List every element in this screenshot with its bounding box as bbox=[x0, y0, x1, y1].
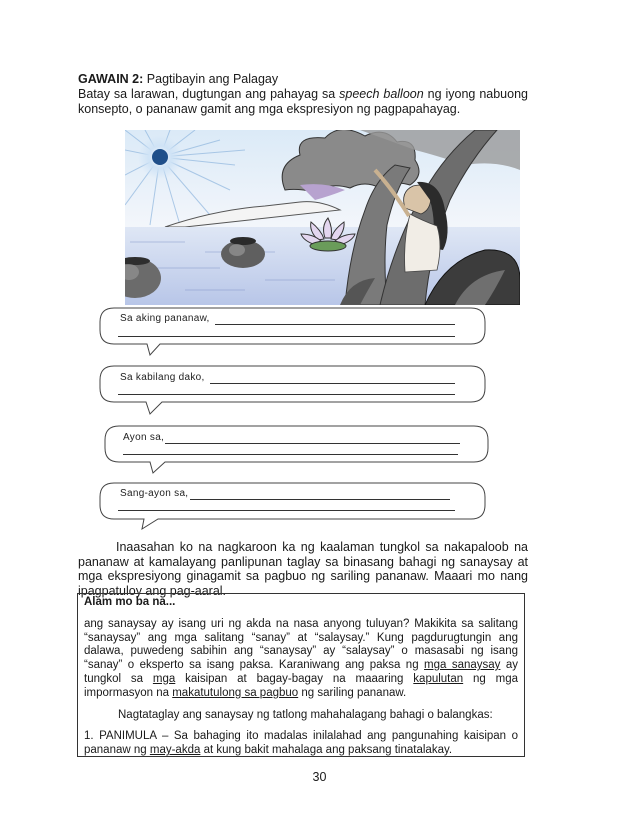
answer-line[interactable] bbox=[118, 336, 455, 337]
info-box-title: Alam mo ba na... bbox=[84, 596, 176, 608]
answer-line[interactable] bbox=[215, 324, 455, 325]
answer-line[interactable] bbox=[190, 499, 450, 500]
speech-balloon-term: speech balloon bbox=[339, 87, 424, 101]
answer-line[interactable] bbox=[165, 443, 460, 444]
landscape-illustration bbox=[125, 130, 520, 305]
activity-title-line bbox=[78, 72, 528, 87]
info-box bbox=[77, 593, 525, 757]
answer-line[interactable] bbox=[210, 383, 455, 384]
answer-line[interactable] bbox=[118, 510, 455, 511]
info-paragraph-3: 1. PANIMULA – Sa bahaging ito madalas inilalahad ang pangunahing kaisipan o pananaw ng may-akda at kung bakit mahalaga ang paksang tinatalakay. bbox=[84, 730, 518, 757]
answer-line[interactable] bbox=[123, 454, 458, 455]
activity-heading bbox=[78, 72, 528, 117]
speech-balloon-2 bbox=[100, 366, 485, 400]
speech-balloon-3 bbox=[105, 426, 488, 460]
activity-title: Pagtibayin ang Palagay bbox=[146, 72, 279, 86]
info-paragraph-1: ang sanaysay ay isang uri ng akda na nasa anyong tuluyan? Makikita sa salitang “sanaysay” ang mga salitang “sanay” at “salaysay.” Kung pagdurugtungin ang dalawa, puwedeng sabihin ang “sanaysay” ay “salaysay” o masasabi ng isang “sanay” o eksperto sa isang paksa. Karaniwang ang paksa ng mga sanaysay ay tungkol sa mga kaisipan at bagay-bagay na maaaring kapulutan ng mga impormasyon na makatutulong sa pagbuo ng sariling pananaw. bbox=[84, 617, 518, 699]
speech-balloon-4 bbox=[100, 483, 485, 517]
balloon-prompt: Sang-ayon sa, bbox=[120, 488, 189, 499]
illustration-drawing bbox=[125, 130, 520, 305]
info-paragraph-2: Nagtataglay ang sanaysay ng tatlong mahahalagang bahagi o balangkas: bbox=[118, 708, 493, 721]
answer-line[interactable] bbox=[118, 394, 455, 395]
sun bbox=[152, 149, 168, 165]
page-number: 30 bbox=[312, 770, 327, 784]
balloon-prompt: Ayon sa, bbox=[123, 432, 165, 443]
body-paragraph: Inaasahan ko na nagkaroon ka ng kaalaman tungkol sa nakapaloob na pananaw at kamalayang panlipunan taglay sa binasang bahagi ng sanaysay at mga ekspresiyong ginagamit sa pagbuo ng sariling pananaw. Maaari mo nang ipagpatuloy ang pag-aaral. bbox=[78, 540, 528, 598]
activity-label: GAWAIN 2: bbox=[78, 72, 144, 86]
balloon-prompt: Sa kabilang dako, bbox=[120, 372, 205, 383]
activity-instructions: Batay sa larawan, dugtungan ang pahayag sa speech balloon ng iyong nabuong konsepto, o pananaw gamit ang mga ekspresiyon ng pagpapahayag. bbox=[78, 87, 528, 116]
balloon-prompt: Sa aking pananaw, bbox=[120, 313, 210, 324]
speech-balloon-1 bbox=[100, 308, 485, 342]
